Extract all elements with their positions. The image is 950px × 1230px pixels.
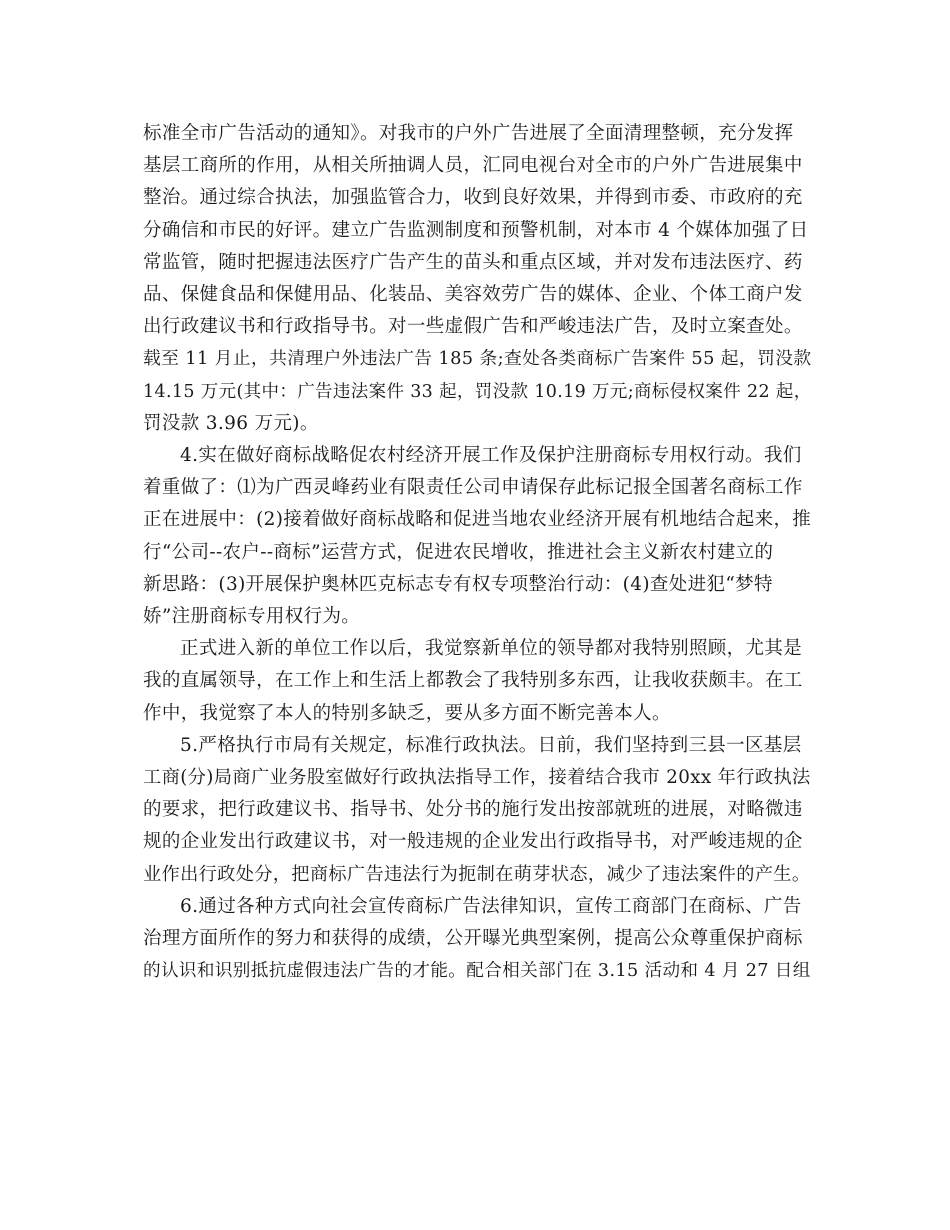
text-line: 标准全市广告活动的通知》。对我市的户外广告进展了全面清理整顿，充分发挥 bbox=[143, 123, 794, 144]
text-line: 5.严格执行市局有关规定，标准行政执法。日前，我们坚持到三县一区基层 bbox=[180, 734, 802, 756]
text-line: 载至 11 月止，共清理户外违法广告 185 条;查处各类商标广告案件 55 起，罚没款 bbox=[143, 348, 812, 370]
paragraph-item-4-trademark-strategy bbox=[143, 440, 811, 633]
text-line: 规的企业发出行政建议书，对一般违规的企业发出行政指导书，对严峻违规的企 bbox=[143, 831, 803, 853]
text-line: 工商(分)局商广业务股室做好行政执法指导工作，接着结合我市 20xx 年行政执法 bbox=[143, 767, 811, 789]
text-line: 出行政建议书和行政指导书。对一些虚假广告和严峻违法广告，及时立案查处。 bbox=[143, 316, 803, 338]
paragraph-item-5-law-enforcement bbox=[143, 730, 811, 891]
text-line: 罚没款 3.96 万元)。 bbox=[143, 412, 319, 434]
text-line: 品、保健食品和保健用品、化装品、美容效劳广告的媒体、企业、个体工商户发 bbox=[143, 284, 803, 306]
paragraph-item-6-publicity bbox=[143, 891, 811, 988]
text-line: 我的直属领导，在工作上和生活上都教会了我特别多东西，让我收获颇丰。在工 bbox=[143, 670, 803, 692]
text-line: 6.通过各种方式向社会宣传商标广告法律知识，宣传工商部门在商标、广告 bbox=[180, 895, 802, 917]
text-line: 的要求，把行政建议书、指导书、处分书的施行发出按部就班的进展，对略微违 bbox=[143, 799, 803, 821]
text-line: 14.15 万元(其中：广告违法案件 33 起，罚没款 10.19 万元;商标侵权案件 22 起， bbox=[143, 381, 812, 402]
text-line: 新思路：(3)开展保护奥林匹克标志专有权专项整治行动：(4)查处进犯“梦特 bbox=[143, 573, 773, 595]
paragraph-new-unit-reflection bbox=[143, 633, 811, 730]
text-line: 基层工商所的作用，从相关所抽调人员，汇同电视台对全市的户外广告进展集中 bbox=[143, 155, 803, 177]
text-line: 4.实在做好商标战略促农村经济开展工作及保护注册商标专用权行动。我们 bbox=[180, 445, 802, 467]
paragraph-advertising-cleanup bbox=[143, 118, 811, 440]
text-line: 作中，我觉察了本人的特别多缺乏，要从多方面不断完善本人。 bbox=[143, 702, 671, 724]
text-line: 的认识和识别抵抗虚假违法广告的才能。配合相关部门在 3.15 活动和 4 月 27 日组 bbox=[143, 961, 811, 982]
text-line: 娇”注册商标专用权行为。 bbox=[143, 606, 361, 628]
text-line: 整治。通过综合执法，加强监管合力，收到良好效果，并得到市委、市政府的充 bbox=[143, 187, 803, 209]
text-line: 正在进展中：(2)接着做好商标战略和促进当地农业经济开展有机地结合起来，推 bbox=[143, 509, 812, 531]
text-line: 治理方面所作的努力和获得的成绩，公开曝光典型案例，提高公众尊重保护商标 bbox=[143, 928, 803, 950]
text-line: 分确信和市民的好评。建立广告监测制度和预警机制，对本市 4 个媒体加强了日 bbox=[143, 219, 809, 241]
text-line: 着重做了：⑴为广西灵峰药业有限责任公司申请保存此标记报全国著名商标工作 bbox=[143, 477, 803, 499]
text-line: 行“公司--农户--商标”运营方式，促进农民增收，推进社会主义新农村建立的 bbox=[143, 541, 774, 563]
document-body bbox=[143, 118, 811, 987]
text-line: 正式进入新的单位工作以后，我觉察新单位的领导都对我特别照顾，尤其是 bbox=[180, 638, 803, 660]
text-line: 常监管，随时把握违法医疗广告产生的苗头和重点区域，并对发布违法医疗、药 bbox=[143, 251, 803, 273]
text-line: 业作出行政处分，把商标广告违法行为扼制在萌芽状态，减少了违法案件的产生。 bbox=[143, 863, 811, 885]
